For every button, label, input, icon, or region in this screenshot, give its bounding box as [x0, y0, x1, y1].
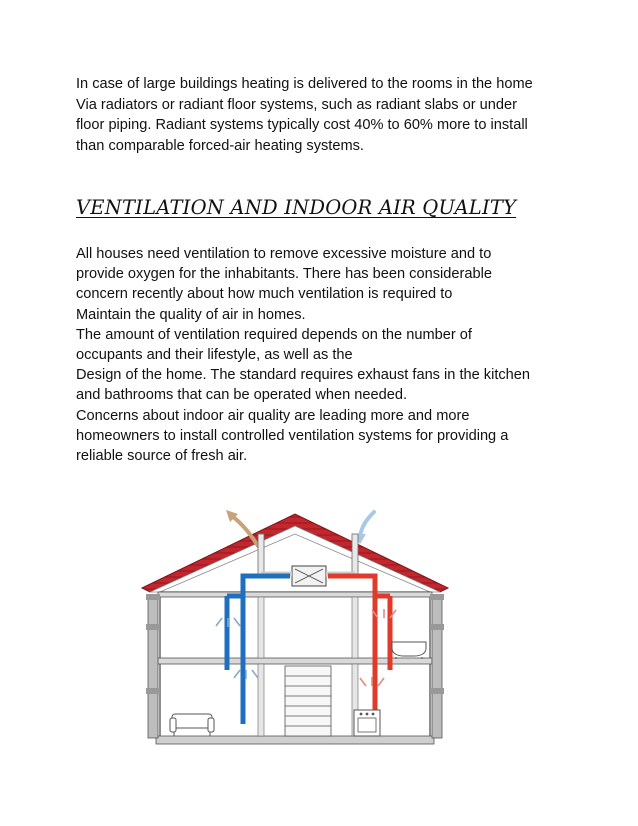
body-line: reliable source of fresh air.	[76, 448, 248, 465]
house-ventilation-illustration	[130, 500, 480, 750]
section-heading: VENTILATION AND INDOOR AIR QUALITY	[76, 196, 517, 219]
intro-line: In case of large buildings heating is delivered to the rooms in the home	[76, 76, 533, 92]
body-line: The amount of ventilation required depends on the number of	[76, 326, 472, 343]
body-paragraph	[76, 244, 576, 466]
body-line: provide oxygen for the inhabitants. There has been considerable	[76, 266, 492, 283]
body-line: Maintain the quality of air in homes.	[76, 306, 306, 323]
body-line: concern recently about how much ventilation is required to	[76, 286, 453, 303]
intake-stack	[352, 534, 358, 574]
intro-paragraph	[76, 74, 576, 156]
body-line: and bathrooms that can be operated when needed.	[76, 387, 408, 404]
intro-line: than comparable forced-air heating systems.	[76, 137, 364, 154]
body-line: occupants and their lifestyle, as well as the	[76, 347, 353, 364]
body-line: All houses need ventilation to remove excessive moisture and to	[76, 246, 492, 262]
ventilation-unit	[292, 566, 326, 586]
intro-line: floor piping. Radiant systems typically cost 40% to 60% more to install	[76, 117, 528, 133]
exhaust-stack	[258, 534, 264, 574]
body-line: Concerns about indoor air quality are leading more and more	[76, 407, 470, 424]
intro-line: Via radiators or radiant floor systems, such as radiant slabs or under	[76, 96, 517, 113]
body-line: Design of the home. The standard requires exhaust fans in the kitchen	[76, 367, 531, 384]
staircase	[285, 666, 331, 736]
stove-icon	[354, 710, 380, 736]
body-line: homeowners to install controlled ventilation systems for providing a	[76, 427, 509, 444]
